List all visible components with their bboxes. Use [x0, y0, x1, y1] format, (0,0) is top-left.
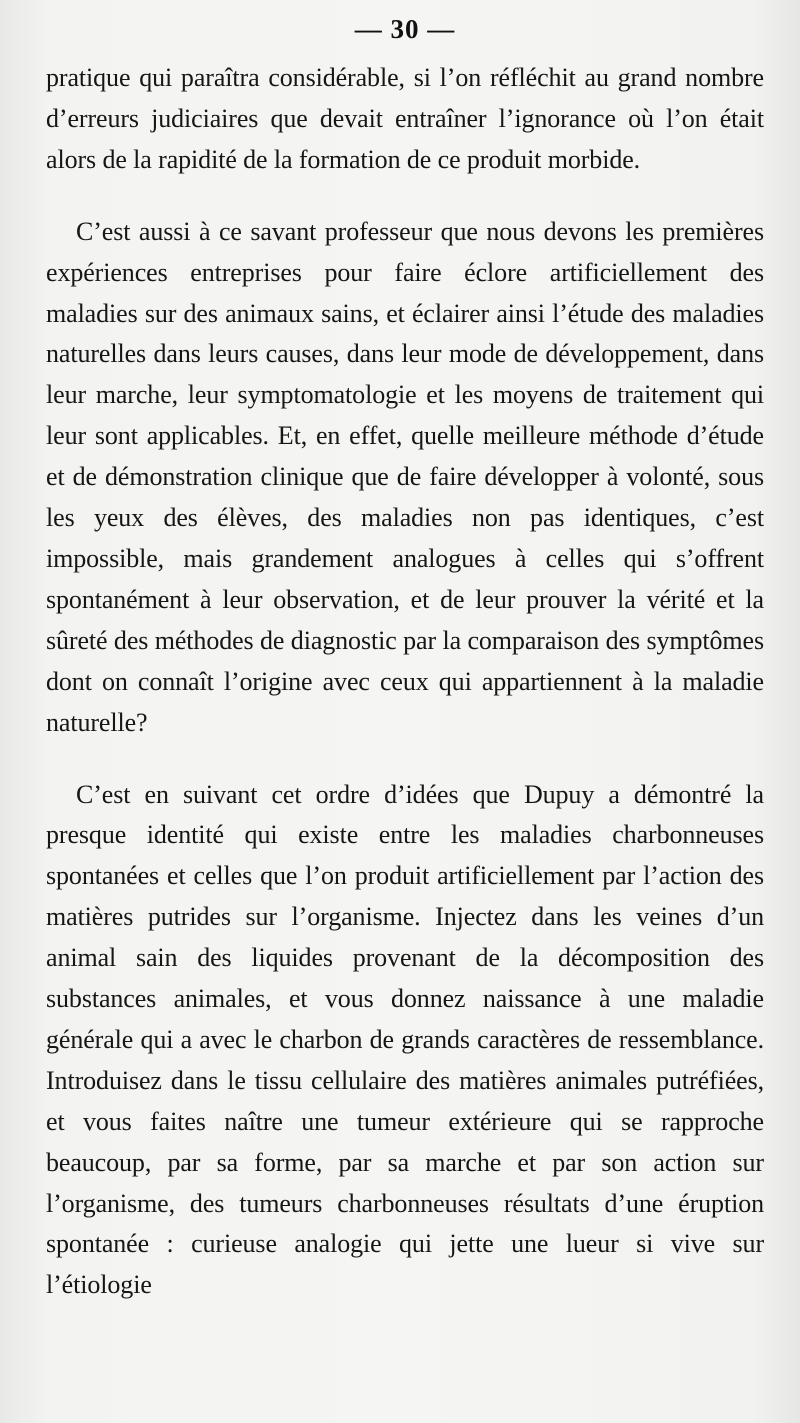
paragraph-gap: [46, 181, 764, 212]
paragraph-3: C’est en suivant cet ordre d’idées que Dupuy a démontré la presque identité qui existe entre les maladies charbonneuses spontanées et celles que l’on produit artificiellement par l’action des matières putrides sur l’organisme. Injectez dans les veines d’un animal sain des liquides provenant de la décomposition des substances animales, et vous donnez naissance à une maladie générale qui a avec le charbon de grands caractères de ressemblance. Introduisez dans le tissu cellulaire des matières animales putréfiées, et vous faites naître une tumeur extérieure qui se rapproche beaucoup, par sa forme, par sa marche et par son action sur l’organisme, des tumeurs charbonneuses résultats d’une éruption spontanée : curieuse analogie qui jette une lueur si vive sur l’étiologie: [46, 779, 764, 1300]
paragraph-1: pratique qui paraîtra considérable, si l’on réfléchit au grand nombre d’erreurs judiciaires que devait entraîner l’ignorance où l’on était alors de la rapidité de la formation de ce produit morbide.: [46, 63, 764, 174]
paragraph-gap: [46, 744, 764, 775]
page-number-header: — 30 —: [354, 13, 456, 44]
body-text: [46, 58, 764, 1306]
paragraph-2: C’est aussi à ce savant professeur que nous devons les premières expériences entreprises pour faire éclore artificiellement des maladies sur des animaux sains, et éclairer ainsi l’étude des maladies naturelles dans leurs causes, dans leur mode de développement, dans leur marche, leur symptomatologie et les moyens de traitement qui leur sont applicables. Et, en effet, quelle meilleure méthode d’étude et de démonstration clinique que de faire développer à volonté, sous les yeux des élèves, des maladies non pas identiques, c’est impossible, mais grandement analogues à celles qui s’offrent spontanément à leur observation, et de leur prouver la vérité et la sûreté des méthodes de diagnostic par la comparaison des symptômes dont on connaît l’origine avec ceux qui appartiennent à la maladie naturelle?: [46, 216, 764, 737]
